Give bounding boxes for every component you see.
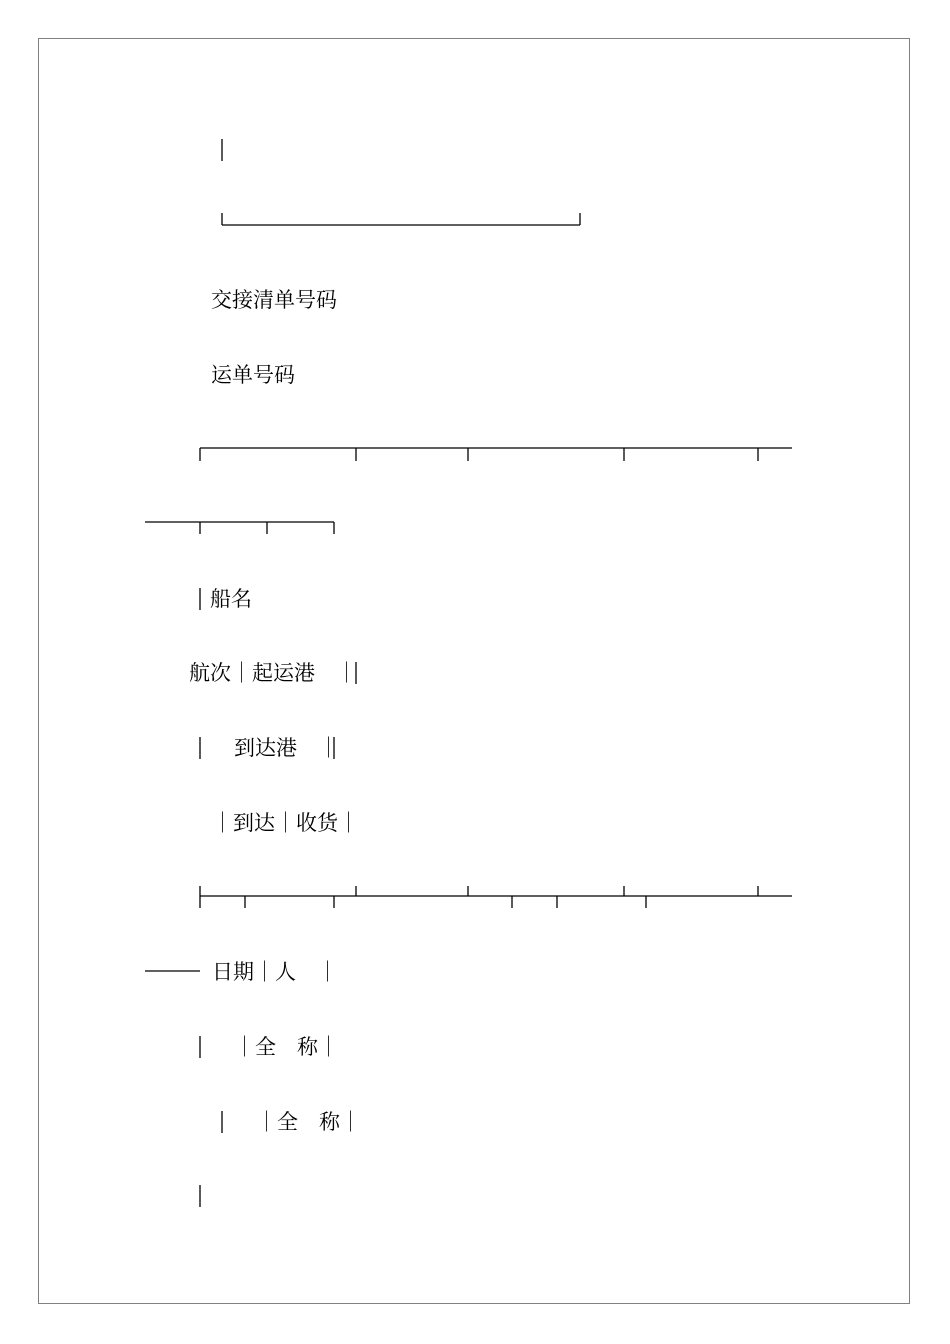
destination-port-label: 到达港 ｜ [234, 736, 339, 760]
date-person-label: 日期｜人 ｜ [212, 960, 338, 984]
full-name-label-2: ｜全 称｜ [256, 1110, 361, 1134]
ship-name-label: 船名 [210, 587, 252, 611]
voyage-origin-port-label: 航次｜起运港 ｜ [189, 661, 357, 685]
arrival-receiver-label: ｜到达｜收货｜ [212, 811, 359, 835]
handover-list-number-label: 交接清单号码 [211, 288, 337, 312]
waybill-number-label: 运单号码 [211, 363, 295, 387]
full-name-label-1: ｜全 称｜ [234, 1035, 339, 1059]
